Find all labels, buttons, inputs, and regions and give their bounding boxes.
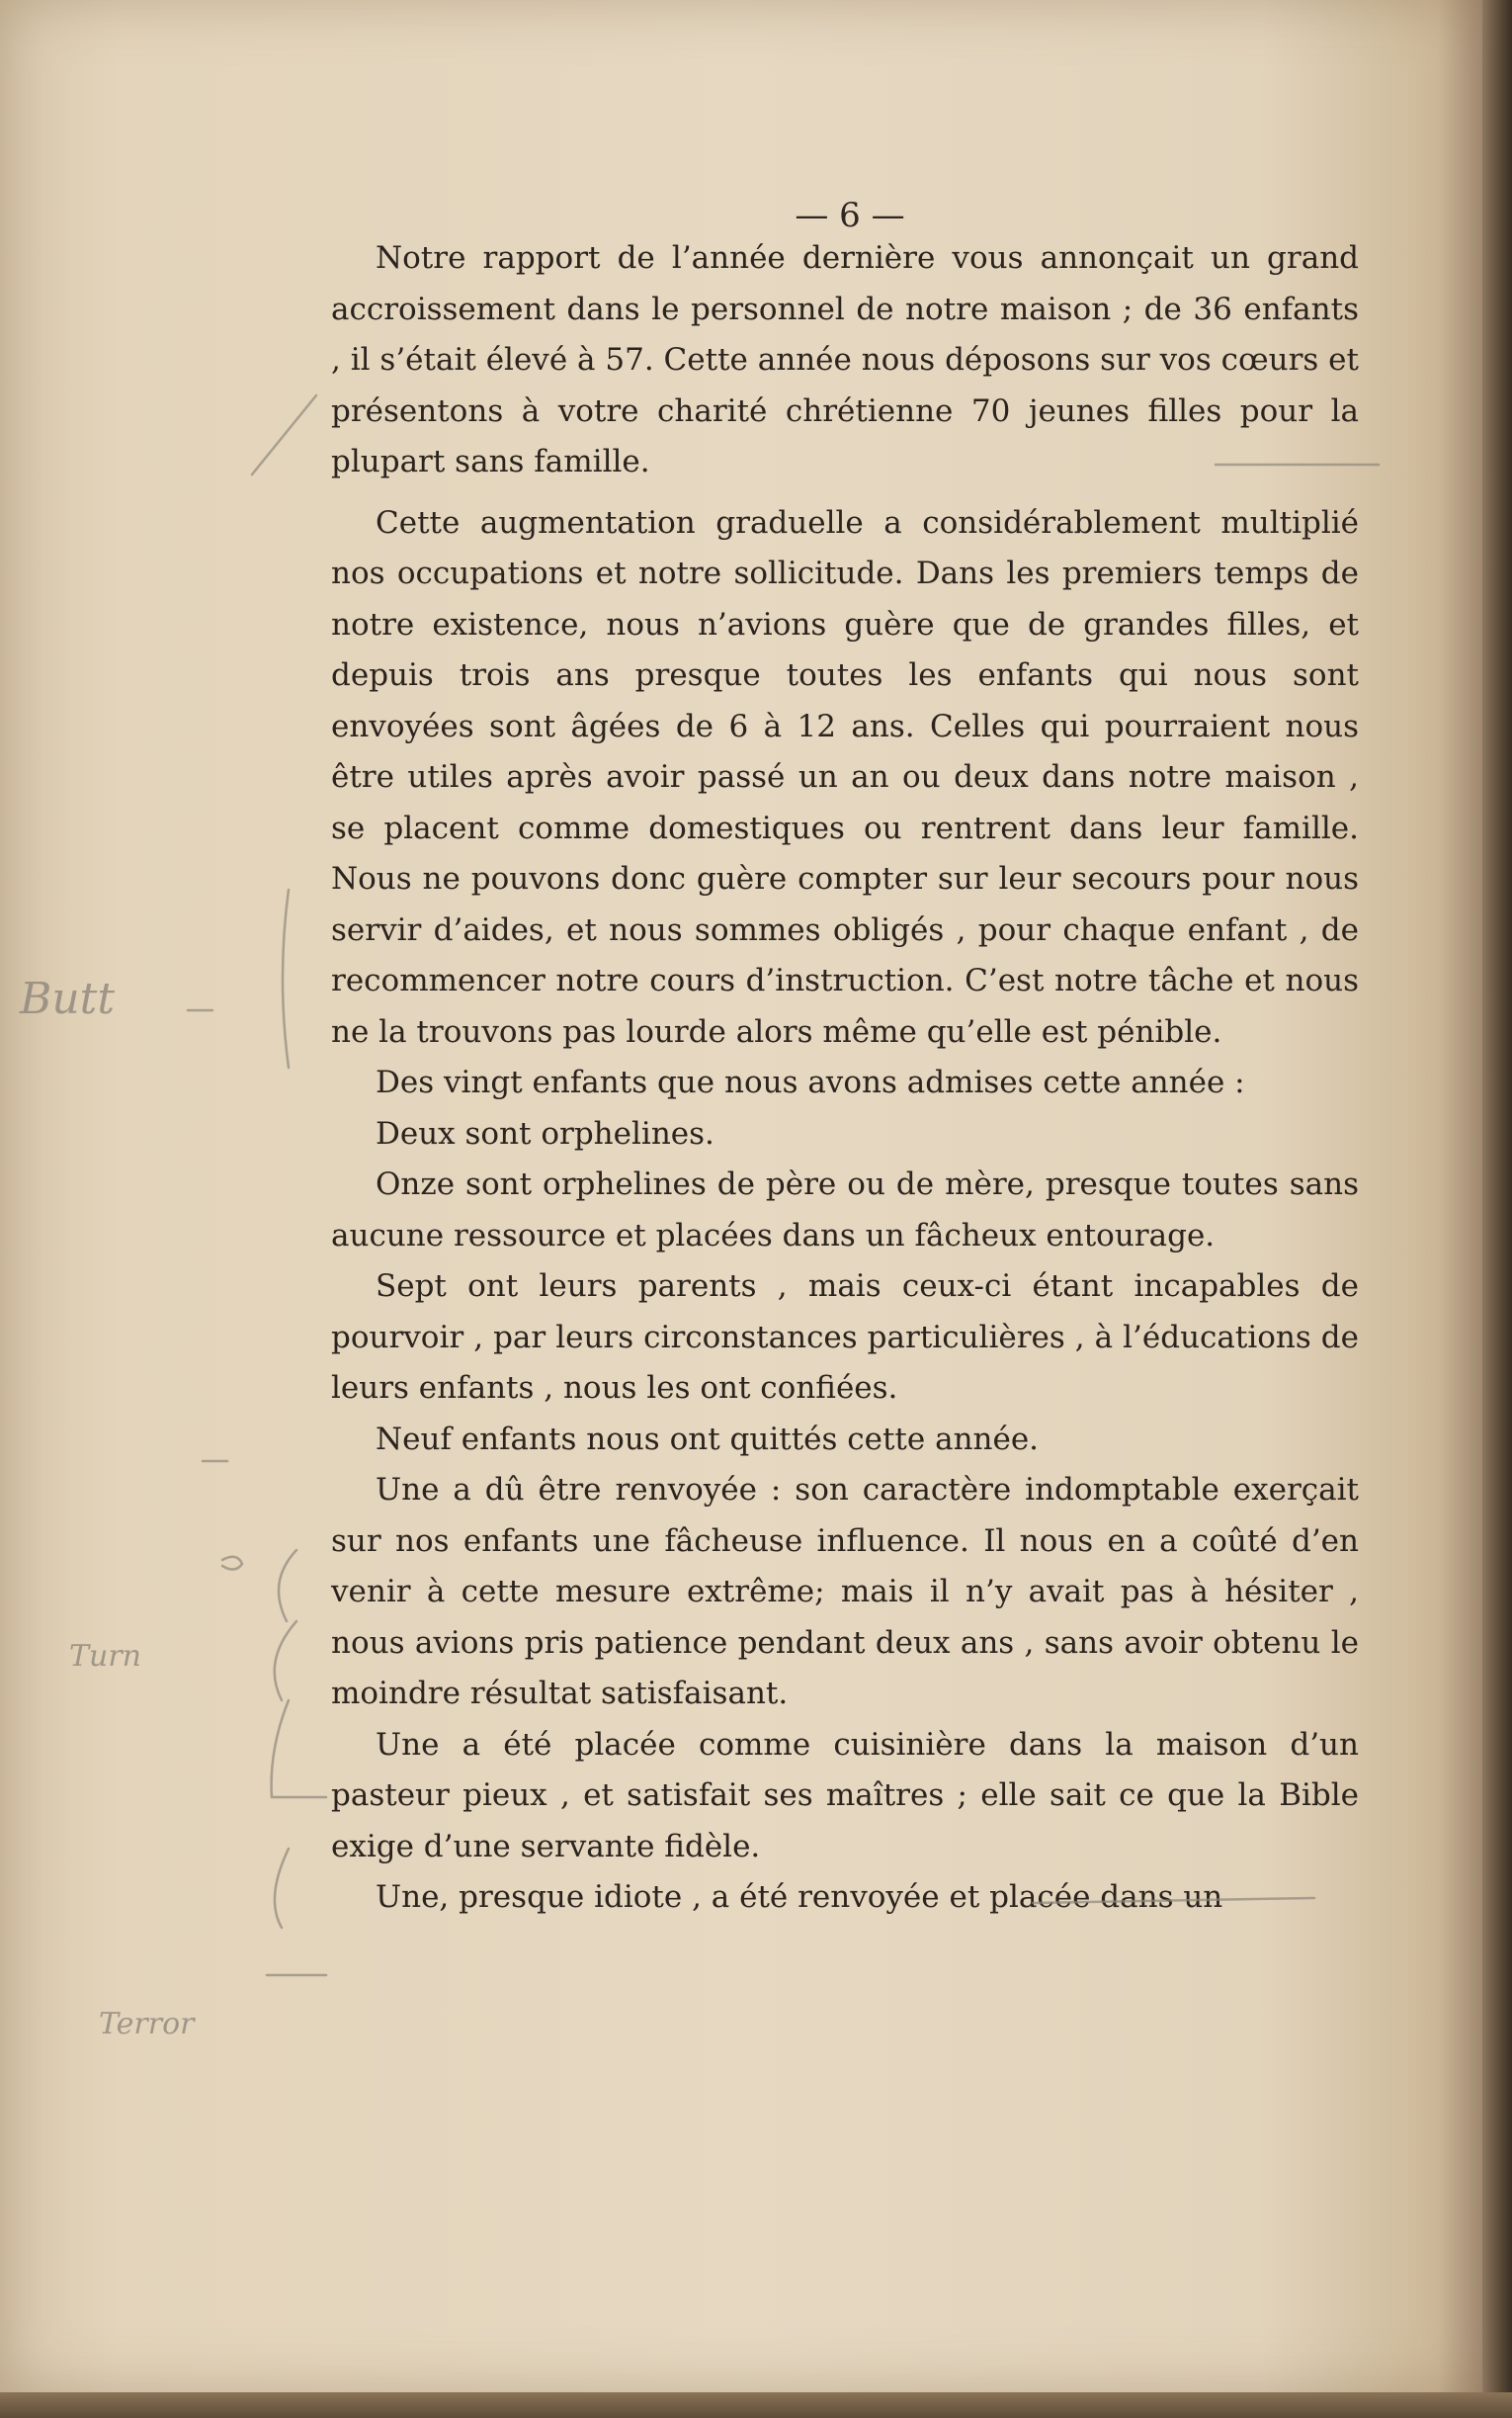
paragraph-9: Une a été placée comme cuisinière dans la maison d’un pasteur pieux , et satisfait ses maîtres ; elle sait ce que la Bible exige d’une servante fidèle. — [331, 1726, 1359, 1864]
paragraph-10: Une, presque idiote , a été renvoyée et placée dans un — [376, 1879, 1223, 1915]
pencil-swirl-mark — [222, 1557, 242, 1570]
pencil-bracket-mark — [272, 1700, 326, 1797]
paragraph-3: Des vingt enfants que nous avons admises cette année : — [376, 1065, 1245, 1100]
pencil-slash-mark — [252, 395, 316, 475]
paragraph-4: Deux sont orphelines. — [376, 1115, 714, 1152]
margin-annotation: Butt — [20, 974, 116, 1024]
paragraph-6: Sept ont leurs parents , mais ceux-ci étant incapables de pourvoir , par leurs circonstances particulières , à l’éducations de leurs enfants , nous les ont confiées. — [331, 1268, 1359, 1406]
paragraph-5: Onze sont orphelines de père ou de mère, presque toutes sans aucune ressource et placées dans un fâcheux entourage. — [331, 1166, 1359, 1253]
paragraph-7: Neuf enfants nous ont quittés cette année. — [376, 1421, 1040, 1457]
page-bottom-edge — [0, 2392, 1512, 2418]
page-number: — 6 — — [795, 196, 905, 235]
margin-annotation: Turn — [69, 1639, 141, 1674]
margin-annotation: Terror — [99, 2007, 195, 2041]
pencil-underline-mark — [1033, 1898, 1314, 1903]
paragraph-1: Notre rapport de l’année dernière vous annonçait un grand accroissement dans le personnel de notre maison ; de 36 enfants , il s’était élevé à 57. Cette année nous déposons sur vos cœurs et présentons à votre charité chrétienne 70 jeunes filles pour la plupart sans famille. — [331, 240, 1359, 479]
book-spine — [1482, 0, 1512, 2418]
paragraph-8: Une a dû être renvoyée : son caractère indomptable exerçait sur nos enfants une fâcheuse influence. Il nous en a coûté d’en venir à cette mesure extrême; mais il n’y avait pas à hésiter , nous avions pris patience pendant deux ans , sans avoir obtenu le moindre résultat satisfaisant. — [331, 1472, 1359, 1711]
paragraph-2: Cette augmentation graduelle a considérablement multiplié nos occupations et notre sollicitude. Dans les premiers temps de notre existence, nous n’avions guère que de grandes filles, et depuis trois ans presque toutes les enfants qui nous sont envoyées sont âgées de 6 à 12 ans. Celles qui pourraient nous être utiles après avoir passé un an ou deux dans notre maison , se placent comme domestiques ou rentrent dans leur famille. Nous ne pouvons donc guère compter sur leur secours pour nous servir d’aides, et nous sommes obligés , pour chaque enfant , de recommencer notre cours d’instruction. C’est notre tâche et nous ne la trouvons pas lourde alors même qu’elle est pénible. — [331, 504, 1359, 1050]
pencil-curve-mark — [275, 1849, 289, 1928]
pencil-bracket-mark — [283, 890, 289, 1068]
pencil-curve-mark — [275, 1621, 296, 1700]
pencil-curve-mark — [279, 1550, 296, 1621]
